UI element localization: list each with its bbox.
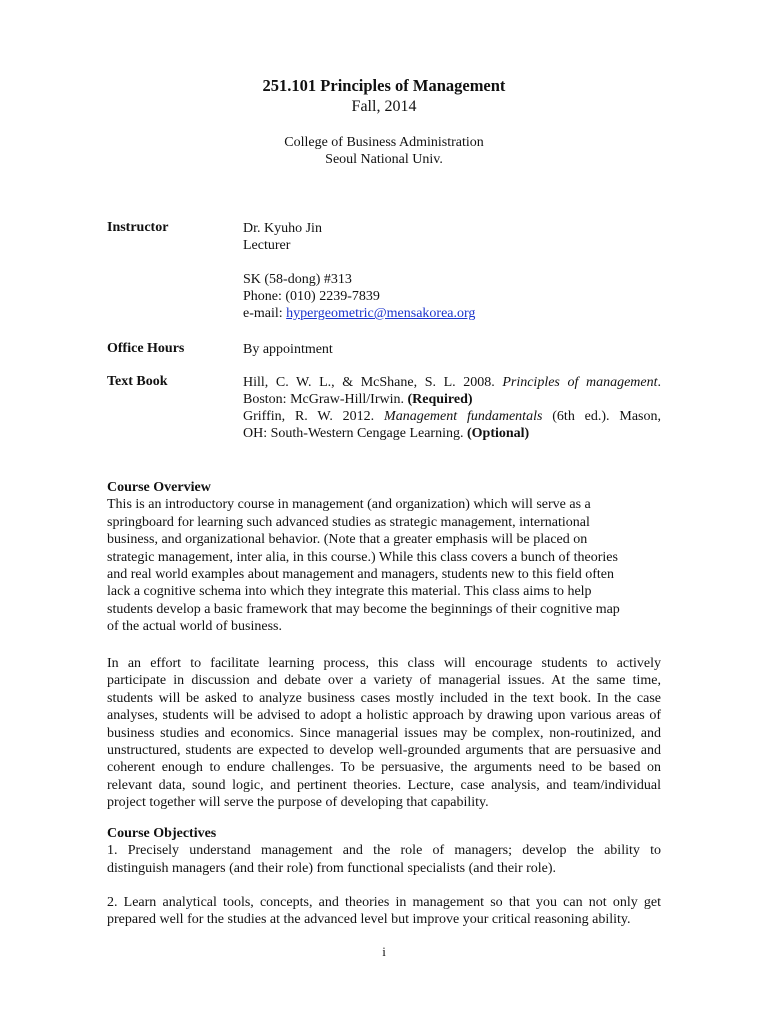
instructor-info (243, 220, 661, 322)
course-overview-heading: Course Overview (107, 480, 211, 495)
overview-p1-line: business, and organizational behavior. (Note that a greater emphasis will be placed on (107, 532, 588, 548)
course-overview-section (107, 479, 661, 636)
overview-p2-line: analyses, students will be advised to adopt a holistic approach by drawing upon various areas of (107, 708, 661, 724)
objective-1-line: 1. Precisely understand management and the role of managers; develop the ability to (107, 843, 661, 859)
course-overview-para2 (107, 655, 661, 812)
instructor-email-line (243, 305, 661, 322)
overview-p1-line: and real world examples about management and managers, students new to this field often (107, 567, 614, 583)
course-title: 251.101 Principles of Management (262, 76, 506, 95)
office-hours-label: Office Hours (107, 341, 185, 356)
objective-1-line: distinguish managers (and their role) from functional specialists (and their role). (107, 860, 557, 876)
overview-p2-line: unstructured, students are expected to develop well-grounded arguments that are persuasive and (107, 743, 661, 759)
book2-title: Management fundamentals (384, 409, 543, 424)
course-term: Fall, 2014 (351, 98, 417, 115)
book1-title: Principles of management (502, 375, 658, 390)
email-link[interactable]: hypergeometric@mensakorea.org (286, 306, 476, 321)
overview-p2-line: business studies and economics. Since managerial issues may be complex, non-routinized, and (107, 725, 661, 741)
university-name: Seoul National Univ. (325, 152, 443, 167)
book1-required-note: (Required) (407, 392, 473, 407)
overview-p1-line: of the actual world of business. (107, 619, 282, 635)
page-number: i (382, 944, 386, 959)
overview-p1-line: springboard for learning such advanced studies as strategic management, international (107, 514, 590, 530)
course-objectives-section (107, 825, 661, 877)
objective-2-line: prepared well for the studies at the advanced level but improve your critical reasoning ability. (107, 912, 631, 928)
course-objectives-heading: Course Objectives (107, 826, 217, 841)
book1-line1: Hill, C. W. L., & McShane, S. L. 2008. Principles of management. (243, 375, 661, 390)
email-prefix: e-mail: (243, 306, 287, 321)
course-objective-2 (107, 894, 661, 929)
instructor-office: SK (58-dong) #313 (243, 272, 352, 287)
overview-p2-line: participate in discussion and debate over a variety of managerial issues. At the same time, (107, 673, 661, 689)
instructor-label: Instructor (107, 220, 169, 235)
overview-p2-line: project together will serve the purpose of developing that capability. (107, 795, 489, 811)
book1-line2: Boston: McGraw-Hill/Irwin. (Required) (243, 392, 473, 407)
college-block (0, 134, 768, 168)
instructor-name: Dr. Kyuho Jin (243, 221, 322, 236)
overview-p2-line: relevant data, sound logic, and pertinent theories. Lecture, case analysis, and team/individual (107, 777, 661, 793)
text-book-label: Text Book (107, 374, 168, 389)
book2-line2: OH: South-Western Cengage Learning. (Optional) (243, 426, 530, 441)
instructor-position: Lecturer (243, 238, 291, 253)
book2-optional-note: (Optional) (466, 426, 530, 441)
overview-p1-line: strategic management, inter alia, in this course.) While this class covers a bunch of theories (107, 549, 618, 565)
overview-p1-line: This is an introductory course in management (and organization) which will serve as a (107, 497, 591, 513)
instructor-phone: Phone: (010) 2239-7839 (243, 289, 380, 304)
objective-2-line: 2. Learn analytical tools, concepts, and theories in management so that you can not only get (107, 895, 661, 910)
overview-p2-line: coherent enough to endure challenges. To be persuasive, the arguments need to be based on (107, 760, 661, 776)
college-name: College of Business Administration (284, 135, 484, 150)
overview-p2-line: students will be asked to analyze business cases mostly included in the text book. In the case (107, 690, 661, 706)
overview-p2-line: In an effort to facilitate learning process, this class will encourage students to actively (107, 656, 661, 671)
office-hours-value: By appointment (243, 342, 333, 357)
overview-p1-line: lack a cognitive schema into which they integrate this material. This class aims to help (107, 584, 592, 600)
overview-p1-line: students develop a basic framework that may become the beginnings of their cognitive map (107, 601, 620, 617)
text-book-info (243, 374, 661, 442)
book2-line1: Griffin, R. W. 2012. Management fundamentals (6th ed.). Mason, (243, 409, 662, 424)
